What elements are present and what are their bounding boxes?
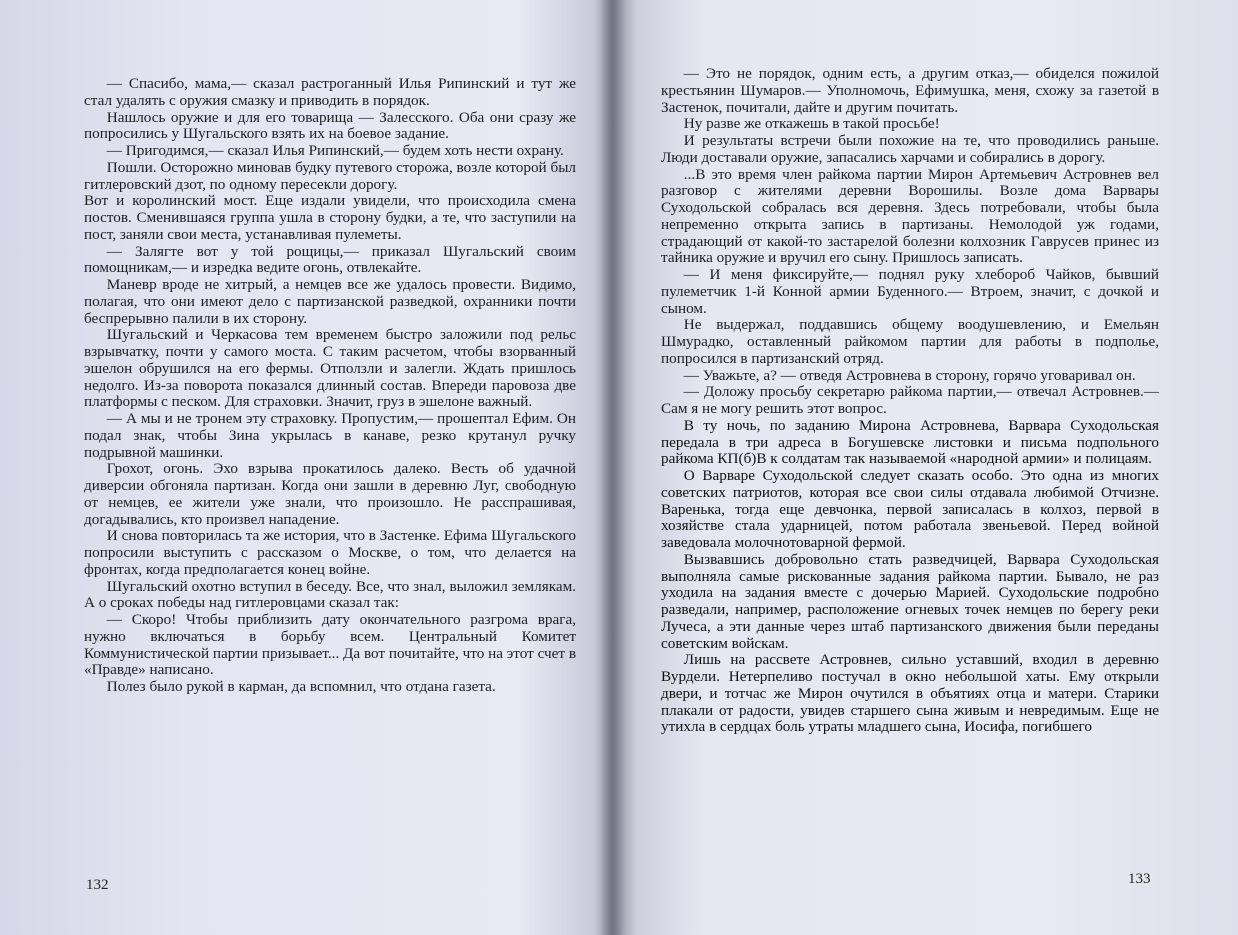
paragraph: Маневр вроде не хитрый, а немцев все же удалось провести. Видимо, полагая, что они имеют дело с партизанской разведкой, охранники почти беспрерывно палили в их сторону.: [84, 276, 576, 327]
book-gutter: [600, 0, 626, 935]
paragraph: ...В это время член райкома партии Мирон Артемьевич Астровнев вел разговор с жителями деревни Ворошилы. Возле дома Варвары Суходольской собралась вся деревня. Здесь потребовали, чтобы была непременно открыта запись в партизаны. Немолодой уж годами, страдающий от какой-то застарелой болезни колхозник Гаврусев принес из тайника оружие и вручил его сыну. Пришлось записать.: [661, 165, 1159, 267]
paragraph: Шугальский и Черкасова тем временем быстро заложили под рельс взрывчатку, почти у самого моста. С таким расчетом, чтобы взорванный эшелон обрушился на его фермы. Отползли и залегли. Ждать пришлось недолго. Из-за поворота показался длинный состав. Впереди паровоза две платформы с песком. Для страховки. Значит, груз в эшелоне важный.: [84, 326, 576, 411]
left-page: [0, 0, 612, 935]
right-page-text: [661, 66, 1159, 736]
page-number: 132: [86, 877, 109, 893]
paragraph: — Залягте вот у той рощицы,— приказал Шугальский своим помощникам,— и изредка ведите огонь, отвлекайте.: [84, 242, 576, 277]
left-page-text: [84, 76, 576, 696]
paragraph: Вызвавшись добровольно стать разведчицей, Варвара Суходольская выполняла самые рискованные задания райкома партии. Бывало, не раз уходила на задания вместе с дочерью Марией. Суходольские подробно разведали, например, расположение огневых точек немцев по берегу реки Лучеса, а эти данные через штаб партизанского движения были переданы советским войскам.: [661, 550, 1159, 652]
paragraph: — А мы и не тронем эту страховку. Пропустим,— прошептал Ефим. Он подал знак, чтобы Зина укрылась в канаве, резко крутанул ручку подрывной машинки.: [84, 410, 576, 461]
paragraph: — Уважьте, а? — отведя Астровнева в сторону, горячо уговаривал он.: [683, 366, 1136, 384]
paragraph: Вот и королинский мост. Еще издали увидели, что происходила смена постов. Сменившаяся группа ушла в сторону будки, а те, что заступили на пост, заняли свои места, устанавливая пулеметы.: [84, 192, 576, 243]
paragraph: Не выдержал, поддавшись общему воодушевлению, и Емельян Шмурадко, оставленный райкомом партии для работы в подполье, попросился в партизанский отряд.: [661, 316, 1159, 367]
paragraph: Лишь на рассвете Астровнев, сильно уставший, входил в деревню Вурдели. Нетерпеливо постучал в окно небольшой хаты. Ему открыли двери, и тотчас же Мирон очутился в объятиях отца и матери. Старики плакали от радости, увидев старшего сына живым и невредимым. Еще не утихла в сердцах боль утраты младшего сына, Иосифа, погибшего: [661, 651, 1159, 736]
paragraph: — Пригодимся,— сказал Илья Рипинский,— будем хоть нести охрану.: [106, 142, 564, 159]
paragraph: Ну разве же откажешь в такой просьбе!: [683, 115, 940, 133]
right-page: [612, 0, 1238, 935]
paragraph: Шугальский охотно вступил в беседу. Все, что знал, выложил землякам. А о сроках победы над гитлеровцами сказал так:: [84, 577, 576, 612]
paragraph: — Доложу просьбу секретарю райкома партии,— отвечал Астровнев.— Сам я не могу решить этот вопрос.: [661, 383, 1159, 417]
paragraph: — Скоро! Чтобы приблизить дату окончательного разгрома врага, нужно включаться в борьбу всем. Центральный Комитет Коммунистической партии призывает... Да вот почитайте, что на этот счет в «Правде» написано.: [84, 611, 576, 679]
paragraph: И снова повторилась та же история, что в Застенке. Ефима Шугальского попросили выступить с рассказом о Москве, о том, что делается на фронтах, когда предполагается конец войне.: [84, 527, 576, 578]
paragraph: О Варваре Суходольской следует сказать особо. Это одна из многих советских патриотов, которая все свои силы отдавала любимой Отчизне. Варенька, тогда еще девчонка, первой записалась в колхоз, первой в хозяйстве стала ударницей, потом работала звеньевой. Перед войной заведовала молочнотоварной фермой.: [661, 467, 1159, 551]
paragraph: И результаты встречи были похожие на те, что проводились раньше. Люди доставали оружие, запасались харчами и собирались в дорогу.: [661, 132, 1159, 166]
paragraph: Грохот, огонь. Эхо взрыва прокатилось далеко. Весть об удачной диверсии обгоняла партизан. Когда они зашли в деревню Луг, свободную от немцев, ее жители уже знали, что произошло. Не расспрашивая, догадывались, кто произвел нападение.: [84, 460, 576, 528]
page-number: 133: [1128, 871, 1151, 887]
paragraph: — Спасибо, мама,— сказал растроганный Илья Рипинский и тут же стал удалять с оружия смазку и приводить в порядок.: [84, 75, 576, 109]
paragraph: Пошли. Осторожно миновав будку путевого сторожа, возле которой был гитлеровский дзот, по одному пересекли дорогу.: [84, 158, 576, 193]
paragraph: — И меня фиксируйте,— поднял руку хлебороб Чайков, бывший пулеметчик 1-й Конной армии Буденного.— Втроем, значит, с дочкой и сыном.: [661, 266, 1159, 317]
paragraph: Нашлось оружие и для его товарища — Залесского. Оба они сразу же попросились у Шугальского взять их на боевое задание.: [84, 108, 576, 143]
paragraph: В ту ночь, по заданию Мирона Астровнева, Варвара Суходольская передала в три адреса в Богушевске листовки и письма подпольного райкома КП(б)В к солдатам так называемой «народной армии» и полицаям.: [661, 416, 1159, 468]
paragraph: — Это не порядок, одним есть, а другим отказ,— обиделся пожилой крестьянин Шумаров.— Уполномочь, Ефимушка, меня, схожу за газетой в Застенок, почитали, дайте и другим почитать.: [661, 65, 1159, 116]
paragraph: Полез было рукой в карман, да вспомнил, что отдана газета.: [106, 678, 496, 695]
